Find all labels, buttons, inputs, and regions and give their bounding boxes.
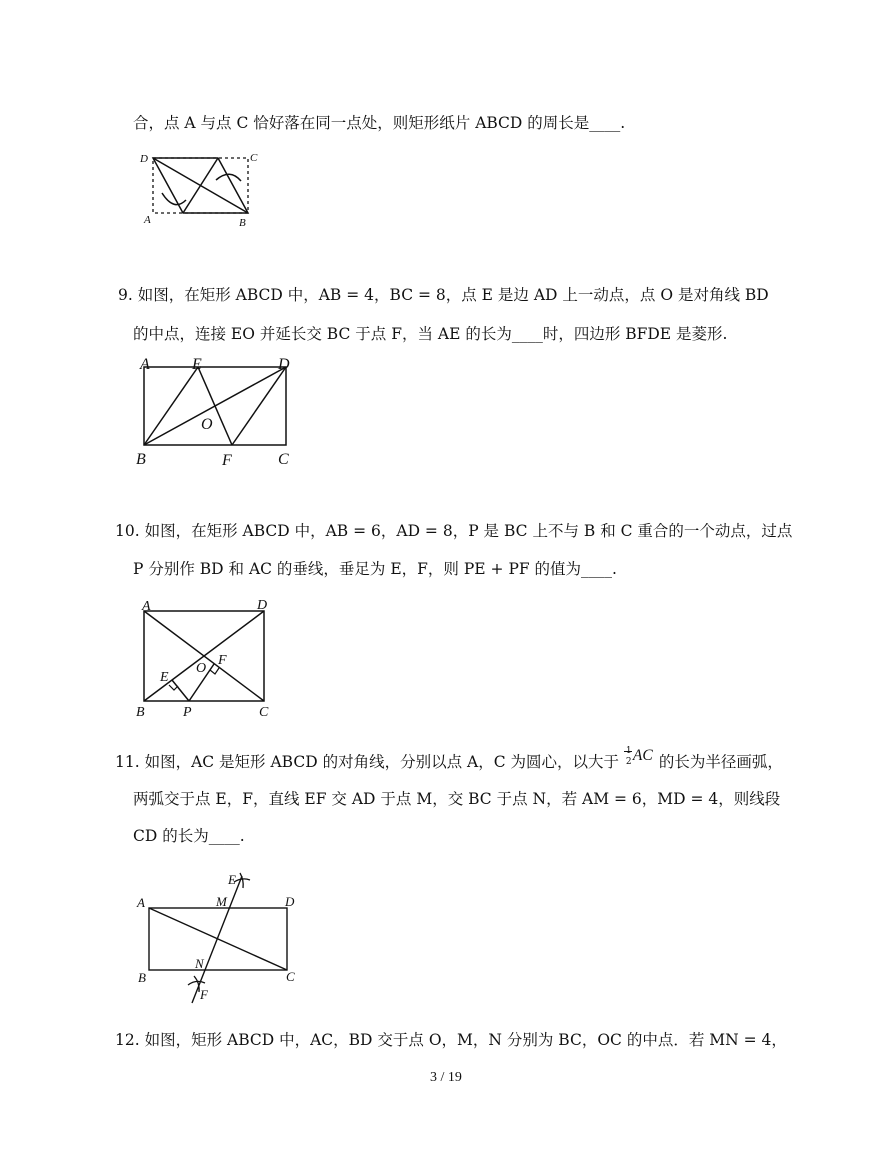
q11-text-line1-part1: 11. 如图，AC 是矩形 ABCD 的对角线，分别以点 A，C 为圆心，以大于 bbox=[115, 753, 619, 771]
q11-label-c: C bbox=[286, 969, 295, 984]
q9-label-e: E bbox=[192, 356, 202, 373]
q8-label-c: C bbox=[250, 152, 258, 164]
q11-label-a: A bbox=[137, 895, 145, 910]
q10-label-o: O bbox=[196, 661, 207, 676]
q10-text-line2: P 分别作 BD 和 AC 的垂线，垂足为 E，F，则 PE + PF 的值为____. bbox=[133, 560, 617, 578]
q10-label-e: E bbox=[160, 670, 169, 685]
q11-label-f: F bbox=[200, 987, 208, 1002]
q10-label-d: D bbox=[257, 598, 268, 613]
q11-fraction-variable: AC bbox=[632, 747, 653, 764]
q11-fraction-numerator: 1 bbox=[625, 746, 632, 756]
q10-label-c: C bbox=[259, 705, 269, 720]
q11-text-line1 bbox=[115, 746, 783, 772]
q11-label-b: B bbox=[138, 970, 146, 985]
q8-label-a: A bbox=[144, 214, 151, 226]
q10-label-b: B bbox=[136, 705, 145, 720]
q11-fraction-denominator: 2 bbox=[625, 757, 632, 767]
q9-text-line1: 9. 如图，在矩形 ABCD 中，AB = 4，BC = 8，点 E 是边 AD 上一动点，点 O 是对角线 BD bbox=[118, 286, 769, 304]
q10-label-p: P bbox=[183, 705, 192, 720]
q9-label-d: D bbox=[278, 356, 290, 373]
q9-label-c: C bbox=[278, 451, 289, 468]
q11-label-e: E bbox=[228, 872, 236, 887]
q9-label-o: O bbox=[201, 416, 213, 433]
q10-text-line1: 10. 如图，在矩形 ABCD 中，AB = 6，AD = 8，P 是 BC 上不与 B 和 C 重合的一个动点，过点 bbox=[115, 522, 793, 540]
q8-figure bbox=[138, 148, 268, 230]
q11-label-m: M bbox=[216, 894, 227, 909]
q8-label-b: B bbox=[239, 217, 246, 229]
q11-text-line3: CD 的长为____. bbox=[133, 827, 245, 845]
q11-figure bbox=[132, 868, 307, 1003]
q9-label-a: A bbox=[140, 356, 150, 373]
q11-fraction bbox=[624, 746, 654, 772]
q8-label-d: D bbox=[140, 153, 148, 165]
q9-label-b: B bbox=[136, 451, 146, 468]
page-number: 3 / 19 bbox=[430, 1070, 462, 1085]
q10-label-a: A bbox=[142, 599, 151, 614]
q9-figure bbox=[132, 355, 302, 470]
q9-label-f: F bbox=[222, 452, 232, 469]
q9-text-line2: 的中点，连接 EO 并延长交 BC 于点 F，当 AE 的长为____时，四边形 BFDE 是菱形. bbox=[133, 325, 728, 343]
q10-figure bbox=[132, 596, 282, 721]
q10-label-f: F bbox=[218, 653, 227, 668]
q11-text-line1-part2: 的长为半径画弧， bbox=[658, 753, 783, 771]
q11-label-d: D bbox=[285, 894, 295, 909]
q11-label-n: N bbox=[195, 956, 204, 971]
q8-text-line1: 合，点 A 与点 C 恰好落在同一点处，则矩形纸片 ABCD 的周长是____. bbox=[133, 114, 626, 132]
q12-text-line1: 12. 如图，矩形 ABCD 中，AC，BD 交于点 O，M，N 分别为 BC，OC 的中点．若 MN = 4， bbox=[115, 1031, 787, 1049]
q11-text-line2: 两弧交于点 E，F，直线 EF 交 AD 于点 M，交 BC 于点 N，若 AM = 6，MD = 4，则线段 bbox=[133, 790, 781, 808]
